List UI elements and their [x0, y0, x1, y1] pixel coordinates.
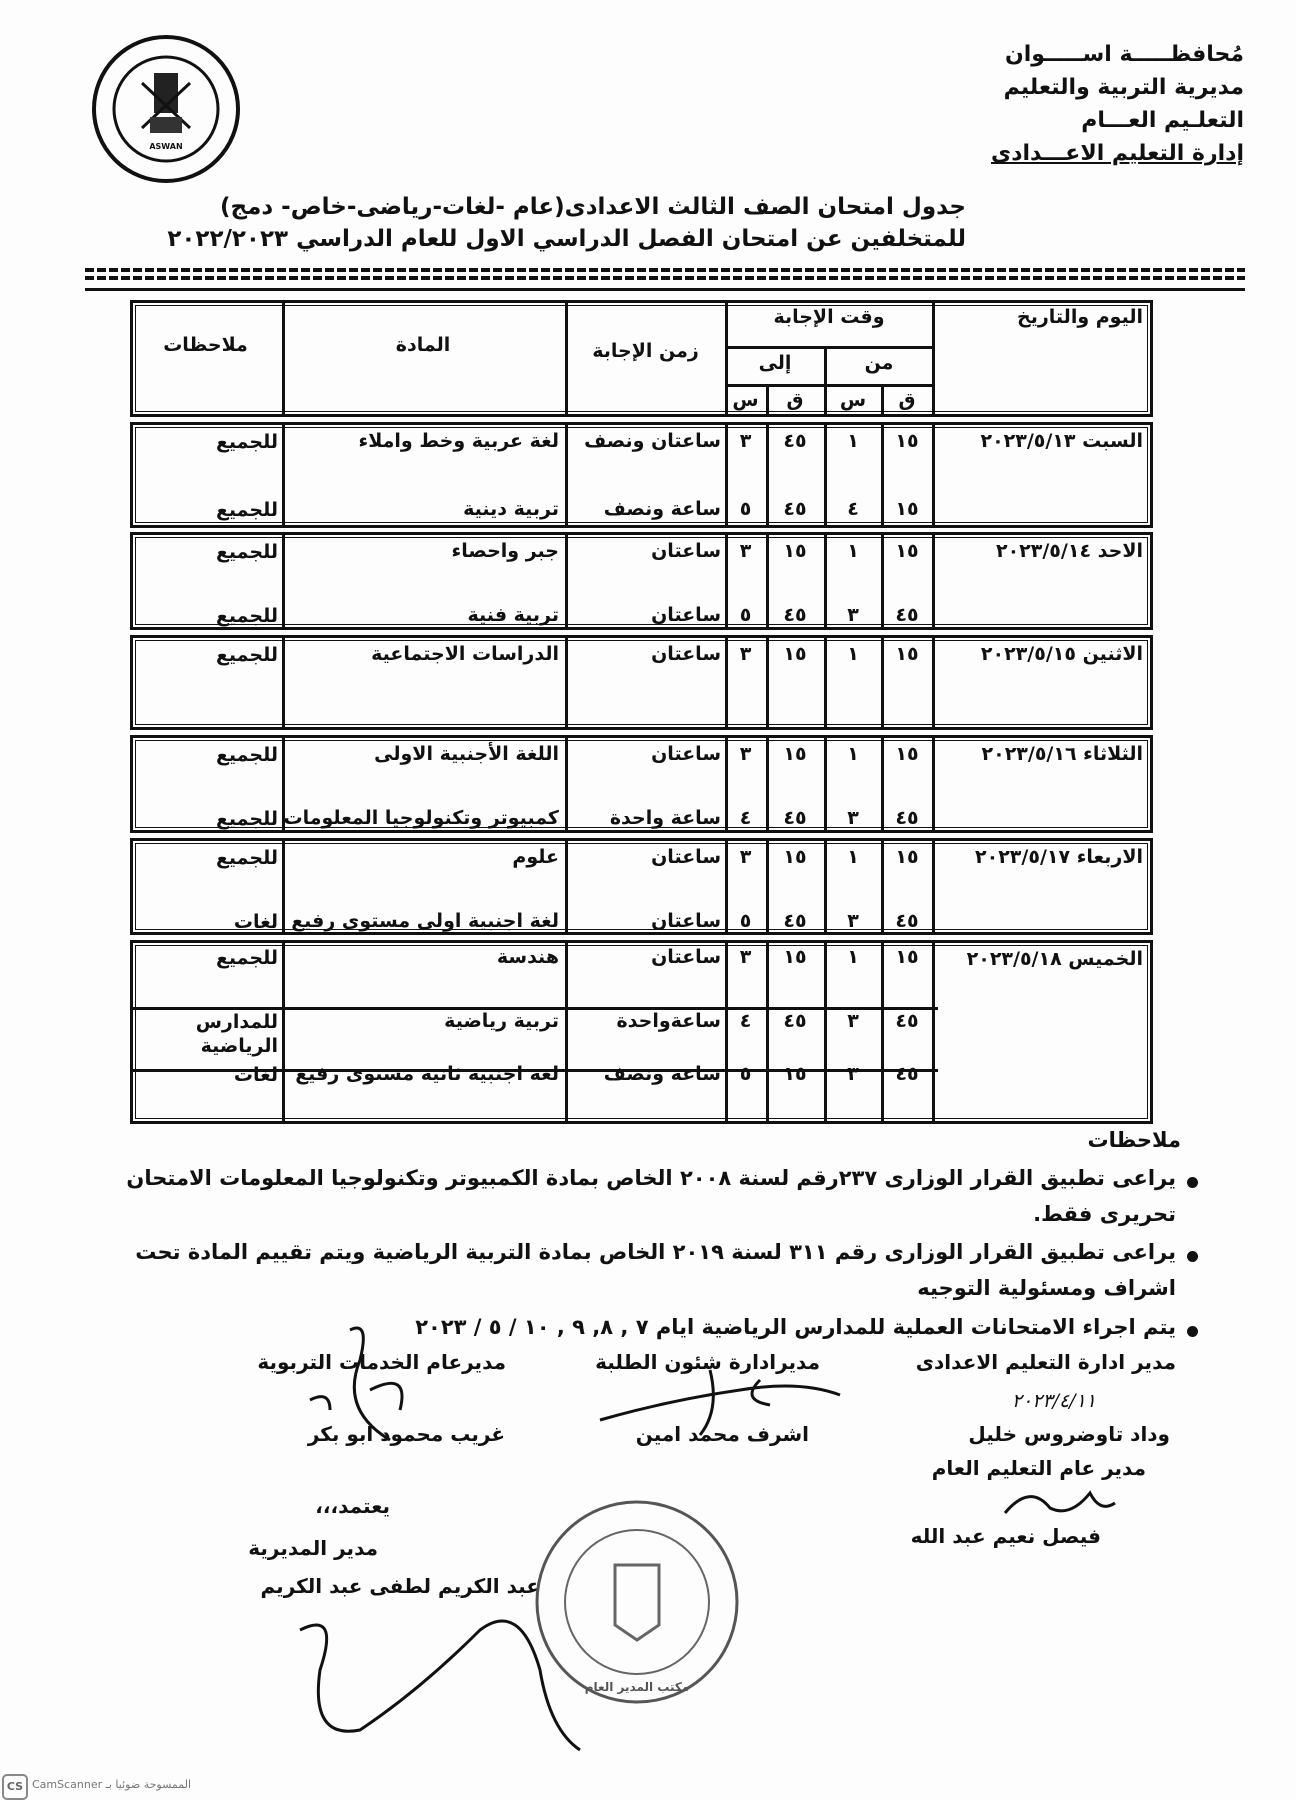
column-divider [565, 422, 568, 528]
header-fq: ق [898, 389, 916, 411]
time-to-q: ١٥ [783, 946, 807, 968]
students-affairs-name: اشرف محمد امين [635, 1422, 809, 1446]
directorate-director-name: عبد الكريم لطفى عبد الكريم [260, 1574, 540, 1598]
exam-subject: هندسة [496, 946, 559, 968]
time-to-s: ٤ [739, 807, 752, 829]
exam-notes: للجميع [215, 431, 278, 453]
time-from-q: ١٥ [895, 498, 919, 520]
time-to-s: ٣ [739, 540, 752, 562]
header-date: اليوم والتاريخ [1017, 306, 1143, 328]
header-ts: س [732, 389, 759, 411]
time-from-s: ١ [847, 743, 859, 765]
exam-subject: تربية فنية [467, 604, 559, 626]
students-affairs-title: مديرادارة شئون الطلبة [595, 1350, 820, 1374]
header-notes: ملاحظات [163, 334, 248, 356]
exam-duration: ساعة واحدة [609, 807, 721, 829]
time-to-s: ٣ [739, 743, 752, 765]
exam-notes: للجميع [215, 847, 278, 869]
official-stamp [530, 1495, 745, 1710]
time-from-q: ٤٥ [895, 910, 919, 932]
general-director-title: مدير عام التعليم العام [931, 1456, 1146, 1480]
time-to-s: ٤ [739, 1010, 752, 1032]
aswan-directorate-logo [90, 33, 242, 185]
time-to-q: ٤٥ [783, 807, 807, 829]
day-date: الثلاثاء ٢٠٢٣/٥/١٦ [981, 743, 1143, 765]
note-line: يراعى تطبيق القرار الوزارى رقم ٣١١ لسنة ٢٠١٩ الخاص بمادة التربية الرياضية ويتم تقييم المادة تحت [135, 1240, 1176, 1264]
time-to-s: ٥ [739, 1063, 752, 1085]
document-title: جدول امتحان الصف الثالث الاعدادى(عام -لغات-رياضى-خاص- دمج) [220, 194, 966, 220]
document-subtitle: للمتخلفين عن امتحان الفصل الدراسي الاول للعام الدراسي ٢٠٢٢/٢٠٢٣ [167, 226, 966, 252]
column-divider [282, 838, 285, 935]
camscanner-badge: CS [2, 1774, 28, 1800]
approved-label: يعتمد،،، [315, 1494, 390, 1518]
exam-duration: ساعتان [651, 743, 721, 765]
exam-duration: ساعتان [651, 846, 721, 868]
exam-subject: تربية دينية [463, 498, 559, 520]
time-to-q: ٤٥ [783, 430, 807, 452]
header-answer-time: وقت الإجابة [773, 306, 885, 328]
header-line: مديرية التربية والتعليم [1003, 75, 1244, 100]
exam-duration: ساعة ونصف [603, 498, 721, 520]
column-divider [282, 532, 285, 630]
bullet-icon [1187, 1251, 1198, 1262]
signature-general-director [1000, 1478, 1120, 1523]
column-divider [565, 838, 568, 935]
bullet-icon [1187, 1177, 1198, 1188]
note-line: تحريرى فقط. [1033, 1202, 1176, 1226]
exam-subject: كمبيوتر وتكنولوجيا المعلومات [283, 807, 559, 829]
time-from-q: ٤٥ [895, 807, 919, 829]
camscanner-caption: الممسوحة ضوئيا بـ [105, 1778, 192, 1791]
exam-duration: ساعتان [651, 910, 721, 932]
column-divider [565, 635, 568, 730]
header-line: التعلـيم العـــام [1081, 108, 1244, 133]
time-from-s: ٤ [847, 498, 859, 520]
day-date: الاربعاء ٢٠٢٣/٥/١٧ [975, 846, 1143, 868]
exam-duration: ساعتان [651, 604, 721, 626]
header-fs: س [839, 389, 867, 411]
exam-notes: للجميع [215, 605, 278, 627]
time-from-s: ٣ [847, 1063, 859, 1085]
column-divider [932, 635, 935, 730]
time-to-s: ٣ [739, 643, 752, 665]
column-divider [282, 300, 285, 417]
header-line: مُحافظـــــة اســـــوان [1004, 42, 1244, 67]
header-from: من [864, 352, 894, 374]
stamp-text: مكتب المدير العام [584, 1680, 690, 1694]
time-from-s: ١ [847, 643, 859, 665]
time-to-q: ٤٥ [783, 604, 807, 626]
exam-notes: لغات [233, 911, 278, 933]
time-from-q: ٤٥ [895, 1063, 919, 1085]
exam-notes: للجميع [215, 541, 278, 563]
header-divider [725, 384, 935, 387]
day-date: السبت ٢٠٢٣/٥/١٣ [980, 430, 1143, 452]
time-to-q: ١٥ [783, 846, 807, 868]
day-date: الاحد ٢٠٢٣/٥/١٤ [995, 540, 1143, 562]
column-divider [932, 532, 935, 630]
note-item [135, 1234, 1176, 1306]
services-director-name: غريب محمود ابو بكر [307, 1422, 505, 1446]
note-line: يتم اجراء الامتحانات العملية للمدارس الرياضية ايام ٧ , ٨, ٩ , ١٠ / ٥ / ٢٠٢٣ [415, 1315, 1176, 1339]
exam-duration: ساعتان [651, 946, 721, 968]
time-to-s: ٥ [739, 604, 752, 626]
exam-notes: للجميع [215, 499, 278, 521]
exam-subject: لغة اجنبية ثانية مستوى رفيع [295, 1063, 559, 1085]
directorate-title: مدير المديرية [248, 1536, 378, 1560]
exam-duration: ساعة ونصف [603, 1063, 721, 1085]
time-from-s: ٣ [847, 910, 859, 932]
camscanner-label [32, 1778, 191, 1791]
services-director-title: مديرعام الخدمات التربوية [257, 1350, 506, 1374]
time-to-q: ١٥ [783, 643, 807, 665]
dashed-rule [85, 276, 1245, 280]
divider-line [85, 288, 1245, 291]
time-from-s: ١ [847, 430, 859, 452]
exam-subject: جبر واحصاء [451, 540, 559, 562]
header-tq: ق [786, 389, 804, 411]
prep-director-title: مدير ادارة التعليم الاعدادى [915, 1350, 1176, 1374]
exam-subject: لغة عربية وخط واملاء [358, 430, 559, 452]
time-from-s: ١ [847, 846, 859, 868]
column-divider [932, 838, 935, 935]
time-to-s: ٥ [739, 910, 752, 932]
note-item [415, 1309, 1176, 1345]
column-divider [565, 940, 568, 1124]
day-date: الاثنين ٢٠٢٣/٥/١٥ [980, 643, 1143, 665]
time-to-s: ٣ [739, 846, 752, 868]
column-divider [282, 635, 285, 730]
time-from-s: ٣ [847, 1010, 859, 1032]
exam-subject: تربية رياضية [444, 1010, 559, 1032]
time-from-q: ٤٥ [895, 1010, 919, 1032]
general-director-name: فيصل نعيم عبد الله [910, 1524, 1101, 1548]
exam-notes: للمدارس الرياضية [195, 1011, 278, 1057]
prep-director-name: وداد تاوضروس خليل [968, 1422, 1170, 1446]
time-to-q: ٤٥ [783, 910, 807, 932]
time-from-s: ١ [847, 540, 859, 562]
column-divider [282, 940, 285, 1124]
notes-heading: ملاحظات [1087, 1128, 1181, 1152]
time-to-q: ١٥ [783, 540, 807, 562]
header-duration: زمن الإجابة [592, 340, 699, 362]
note-line: اشراف ومسئولية التوجيه [917, 1276, 1176, 1300]
time-from-q: ١٥ [895, 540, 919, 562]
column-divider [565, 532, 568, 630]
time-from-q: ١٥ [895, 946, 919, 968]
column-divider [932, 735, 935, 833]
header-line: إدارة التعليم الاعـــدادى [991, 141, 1244, 166]
time-from-q: ١٥ [895, 743, 919, 765]
exam-duration: ساعتان ونصف [584, 430, 721, 452]
exam-duration: ساعتان [651, 643, 721, 665]
time-to-q: ٤٥ [783, 1010, 807, 1032]
time-to-q: ١٥ [783, 743, 807, 765]
time-from-s: ٣ [847, 807, 859, 829]
exam-notes: للجميع [215, 947, 278, 969]
header-subject: المادة [395, 334, 451, 356]
exam-subject: الدراسات الاجتماعية [371, 643, 559, 665]
note-item [126, 1160, 1176, 1232]
exam-notes: للجميع [215, 644, 278, 666]
column-divider [932, 422, 935, 528]
logo-label: ASWAN [149, 142, 183, 151]
bullet-icon [1187, 1326, 1198, 1337]
exam-duration: ساعتان [651, 540, 721, 562]
governorate-header [991, 38, 1244, 170]
exam-subject: اللغة الأجنبية الاولى [374, 743, 559, 765]
note-line: يراعى تطبيق القرار الوزارى ٢٣٧رقم لسنة ٢٠٠٨ الخاص بمادة الكمبيوتر وتكنولوجيا المعلومات الامتحان [126, 1166, 1176, 1190]
column-divider [282, 422, 285, 528]
exam-notes: للجميع [215, 808, 278, 830]
column-divider [932, 940, 935, 1124]
header-to: إلى [758, 352, 792, 374]
column-divider [565, 735, 568, 833]
time-from-q: ١٥ [895, 430, 919, 452]
camscanner-app: CamScanner [32, 1778, 103, 1791]
dashed-rule [85, 268, 1245, 272]
time-to-q: ٤٥ [783, 498, 807, 520]
time-to-s: ٥ [739, 498, 752, 520]
time-to-q: ١٥ [783, 1063, 807, 1085]
time-from-q: ١٥ [895, 643, 919, 665]
header-divider [725, 346, 935, 349]
time-from-s: ٣ [847, 604, 859, 626]
time-to-s: ٣ [739, 946, 752, 968]
time-from-s: ١ [847, 946, 859, 968]
exam-notes: لغات [233, 1064, 278, 1086]
time-from-q: ١٥ [895, 846, 919, 868]
column-divider [932, 300, 935, 417]
exam-duration: ساعةواحدة [616, 1010, 721, 1032]
exam-subject: لغة اجنبية اولى مستوى رفيع [291, 910, 559, 932]
exam-notes: للجميع [215, 744, 278, 766]
time-to-s: ٣ [739, 430, 752, 452]
time-from-q: ٤٥ [895, 604, 919, 626]
exam-subject: علوم [512, 846, 559, 868]
day-date: الخميس ٢٠٢٣/٥/١٨ [966, 948, 1143, 970]
handwritten-date: ٢٠٢٣/٤/١١ [1011, 1390, 1096, 1412]
